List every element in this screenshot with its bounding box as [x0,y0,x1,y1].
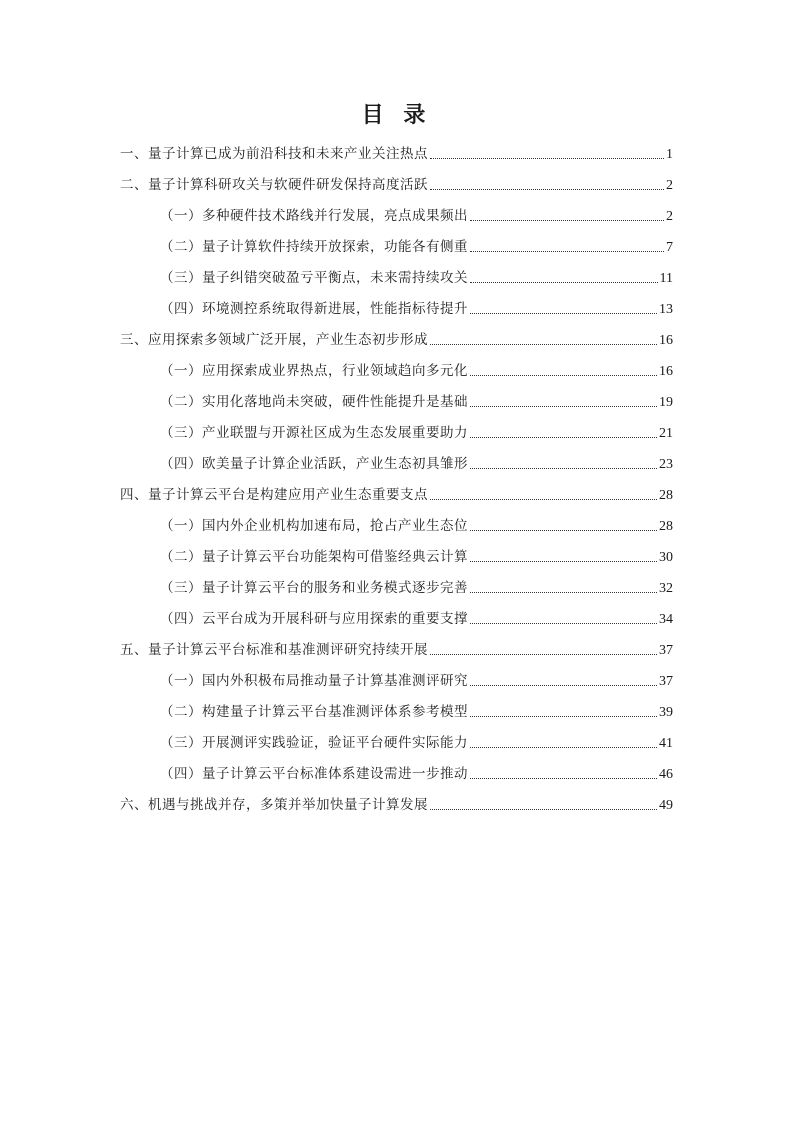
toc-page-number: 2 [666,209,673,224]
toc-title: 目 录 [361,103,432,128]
toc-dot-leader [430,808,657,810]
toc-entry-text: 五、量子计算云平台标准和基准测评研究持续开展 [120,642,428,658]
toc-page-number: 39 [659,705,673,720]
toc-entry-text: 三、应用探索多领域广泛开展，产业生态初步形成 [120,332,428,348]
toc-page-number: 46 [659,767,673,782]
toc-page-number: 30 [659,550,673,565]
toc-dot-leader [470,281,658,283]
toc-entry[interactable] [160,452,673,476]
toc-dot-leader [430,653,657,655]
toc-entry-text: 六、机遇与挑战并存，多策并举加快量子计算发展 [120,797,428,813]
toc-entry-text: （三）量子计算云平台的服务和业务模式逐步完善 [160,580,468,596]
toc-page-number: 16 [659,364,673,379]
toc-dot-leader [430,498,657,500]
toc-page-number: 23 [659,457,673,472]
toc-entry-text: 二、量子计算科研攻关与软硬件研发保持高度活跃 [120,177,428,193]
toc-entry[interactable] [160,576,673,600]
toc-page-number: 7 [666,240,673,255]
toc-dot-leader [470,777,657,779]
toc-entry-text: （二）量子计算软件持续开放探索，功能各有侧重 [160,239,468,255]
toc-entry[interactable] [120,142,673,166]
toc-page-number: 49 [659,798,673,813]
toc-page-number: 37 [659,674,673,689]
toc-entry-text: （四）欧美量子计算企业活跃，产业生态初具雏形 [160,456,468,472]
toc-entry[interactable] [160,204,673,228]
toc-dot-leader [470,715,657,717]
toc-dot-leader [470,312,657,314]
toc-dot-leader [470,436,657,438]
toc-dot-leader [470,467,657,469]
toc-entry[interactable] [160,390,673,414]
toc-entry-text: （一）应用探索成业界热点，行业领域趋向多元化 [160,363,468,379]
toc-page-number: 28 [659,519,673,534]
toc-page-number: 1 [666,147,673,162]
toc-entry[interactable] [160,514,673,538]
toc-entry[interactable] [160,607,673,631]
toc-entry[interactable] [160,266,673,290]
toc-entry-text: （三）产业联盟与开源社区成为生态发展重要助力 [160,425,468,441]
toc-entry[interactable] [120,638,673,662]
toc-entry[interactable] [160,545,673,569]
toc-entry[interactable] [160,669,673,693]
toc-entry[interactable] [160,731,673,755]
toc-page-number: 37 [659,643,673,658]
toc-dot-leader [470,374,657,376]
toc-entry-text: （一）国内外积极布局推动量子计算基准测评研究 [160,673,468,689]
toc-entry[interactable] [160,359,673,383]
toc-page-number: 34 [659,612,673,627]
toc-dot-leader [470,746,657,748]
toc-dot-leader [430,188,664,190]
toc-entry-text: （四）云平台成为开展科研与应用探索的重要支撑 [160,611,468,627]
toc-entry[interactable] [160,762,673,786]
toc-entry-text: （三）开展测评实践验证，验证平台硬件实际能力 [160,735,468,751]
toc-entry-text: 一、量子计算已成为前沿科技和未来产业关注热点 [120,146,428,162]
toc-dot-leader [470,560,657,562]
toc-entry[interactable] [120,793,673,817]
toc-dot-leader [470,405,657,407]
toc-entry[interactable] [160,297,673,321]
toc-entry[interactable] [160,235,673,259]
toc-entry-text: （一）国内外企业机构加速布局，抢占产业生态位 [160,518,468,534]
toc-entry[interactable] [120,173,673,197]
toc-page-number: 16 [659,333,673,348]
toc-entry-text: （三）量子纠错突破盈亏平衡点，未来需持续攻关 [160,270,468,286]
toc-dot-leader [470,684,657,686]
toc-entry-text: （二）构建量子计算云平台基准测评体系参考模型 [160,704,468,720]
toc-entry-text: 四、量子计算云平台是构建应用产业生态重要支点 [120,487,428,503]
toc-dot-leader [470,529,657,531]
toc-dot-leader [470,591,657,593]
toc-dot-leader [470,250,664,252]
toc-entry[interactable] [160,421,673,445]
toc-entry[interactable] [160,700,673,724]
toc-dot-leader [470,219,664,221]
toc-entry[interactable] [120,328,673,352]
toc-page-number: 41 [659,736,673,751]
toc-dot-leader [430,157,664,159]
toc-entry[interactable] [120,483,673,507]
toc-page-number: 11 [659,271,673,286]
toc-dot-leader [470,622,657,624]
toc-entry-text: （四）量子计算云平台标准体系建设需进一步推动 [160,766,468,782]
toc-dot-leader [430,343,657,345]
toc-entry-text: （二）实用化落地尚未突破，硬件性能提升是基础 [160,394,468,410]
toc-page-number: 21 [659,426,673,441]
toc-page-number: 19 [659,395,673,410]
toc-page-number: 13 [659,302,673,317]
toc-page-number: 2 [666,178,673,193]
toc-entry-text: （四）环境测控系统取得新进展，性能指标待提升 [160,301,468,317]
toc-page-number: 28 [659,488,673,503]
toc-entry-text: （一）多种硬件技术路线并行发展，亮点成果频出 [160,208,468,224]
toc-page-number: 32 [659,581,673,596]
toc-entry-text: （二）量子计算云平台功能架构可借鉴经典云计算 [160,549,468,565]
